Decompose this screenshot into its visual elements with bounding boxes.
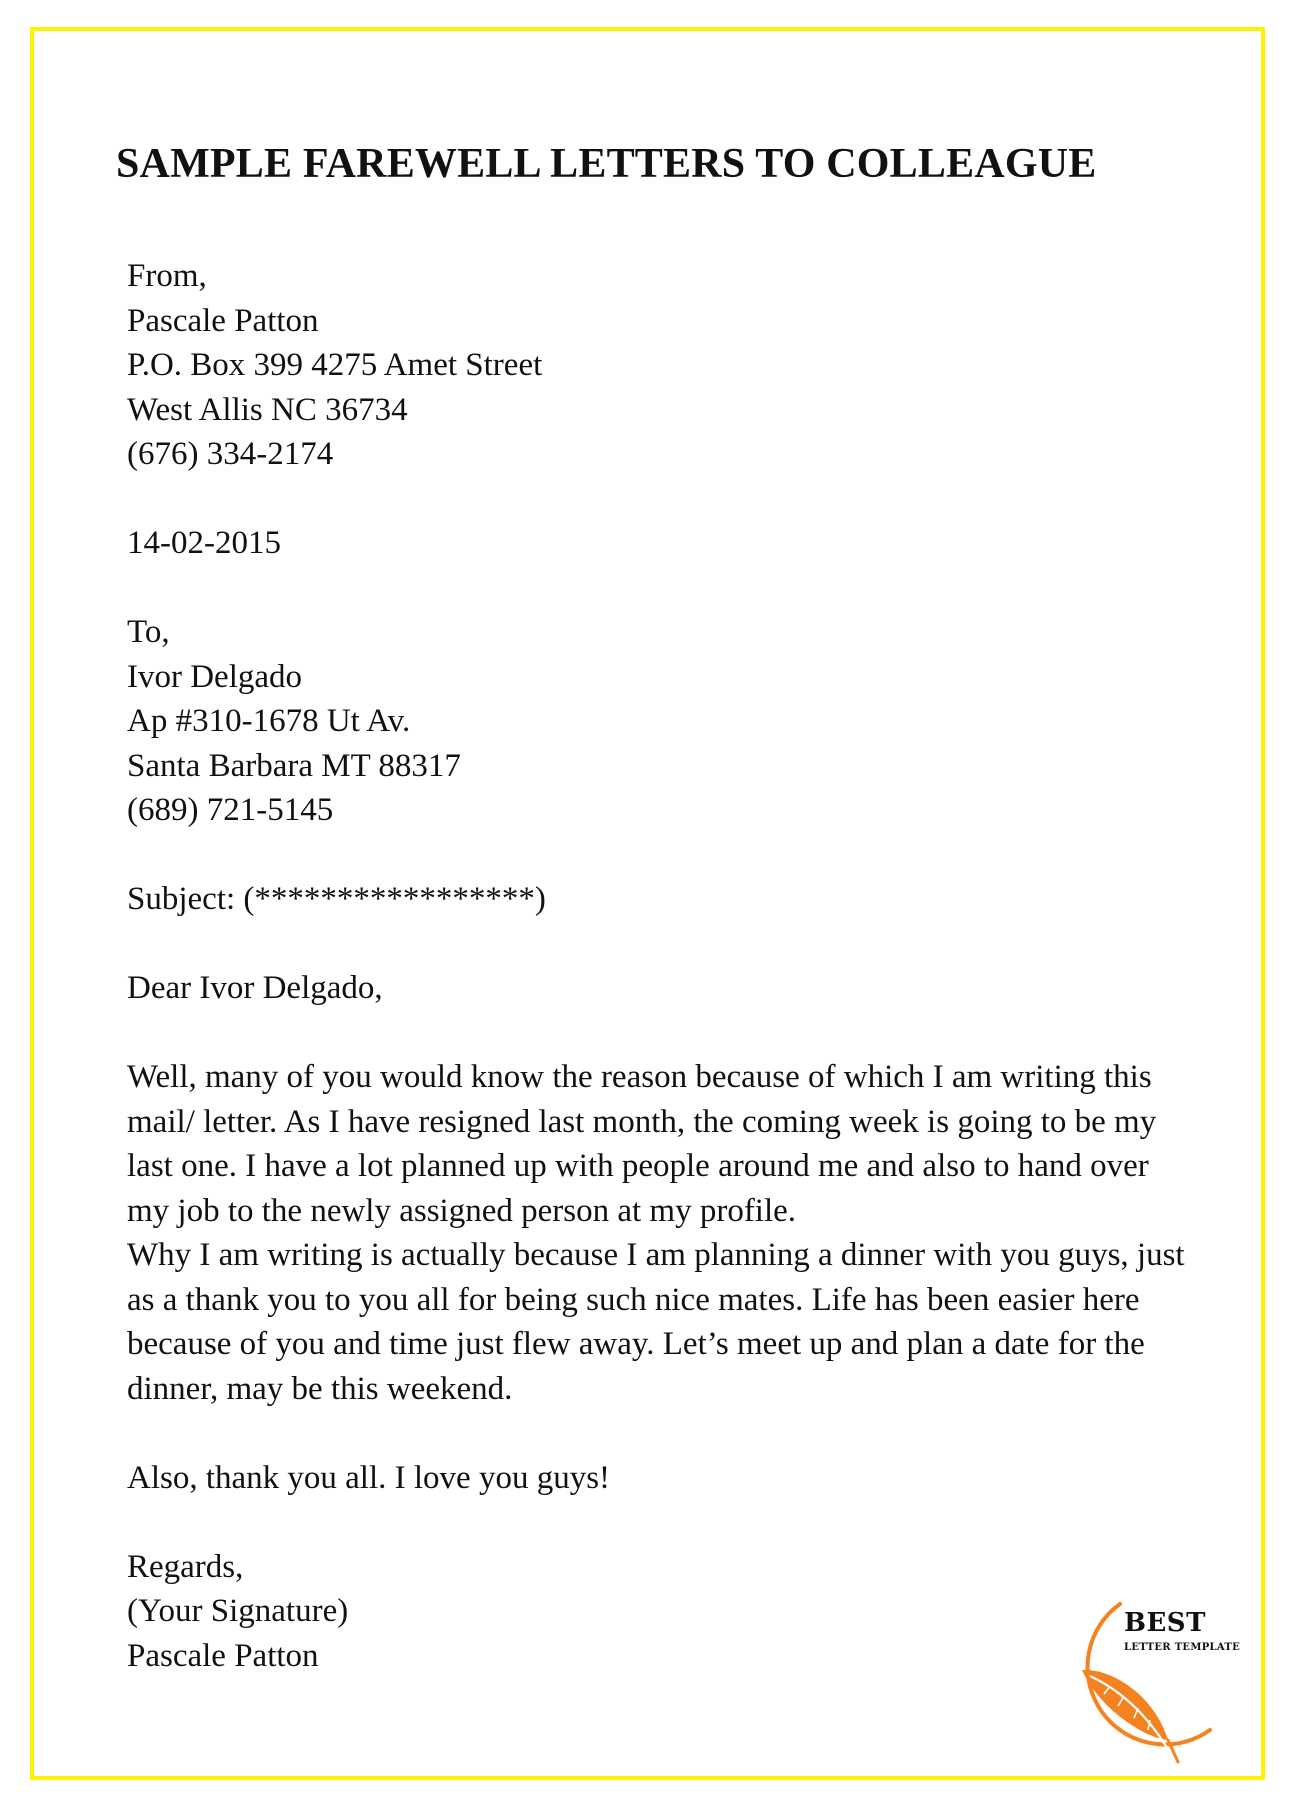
recipient-phone: (689) 721-5145 [127,792,334,828]
recipient-address-line-2: Santa Barbara MT 88317 [127,747,461,784]
sender-address-line-2: West Allis NC 36734 [127,391,408,428]
sender-address-line-1: P.O. Box 399 4275 Amet Street [127,347,543,383]
closing-name: Pascale Patton [127,1637,319,1674]
body-paragraph-3: Also, thank you all. I love you guys! [127,1459,611,1496]
sender-phone: (676) 334-2174 [127,436,334,472]
letter-body [127,254,1187,1678]
recipient-label: To, [127,614,170,650]
document-title: SAMPLE FAREWELL LETTERS TO COLLEAGUE [116,141,1097,187]
recipient-name: Ivor Delgado [127,658,303,695]
sender-name: Pascale Patton [127,302,319,339]
logo-subtitle: LETTER TEMPLATE [1124,1642,1241,1653]
recipient-address-line-1: Ap #310-1678 Ut Av. [127,703,411,739]
subject-line: Subject: (*****************) [127,881,546,917]
sender-label: From, [127,258,207,294]
salutation: Dear Ivor Delgado, [127,970,383,1006]
letter-date: 14-02-2015 [127,525,281,561]
body-paragraph-2: Why I am writing is actually because I am planning a dinner with you guys, just as a thank you to you all for being such nice mates. Life has been easier here because of you and time just flew away. Let’s meet up and plan a date for the dinner, may be this weekend. [127,1237,1185,1407]
body-paragraph-1: Well, many of you would know the reason because of which I am writing this mail/ letter. As I have resigned last month, the coming week is going to be my last one. I have a lot planned up with people around me and also to hand over my job to the newly assigned person at my profile. [127,1059,1157,1229]
closing-signature: (Your Signature) [127,1593,349,1629]
closing-regards: Regards, [127,1548,244,1585]
logo-wordmark: BEST [1124,1608,1206,1638]
